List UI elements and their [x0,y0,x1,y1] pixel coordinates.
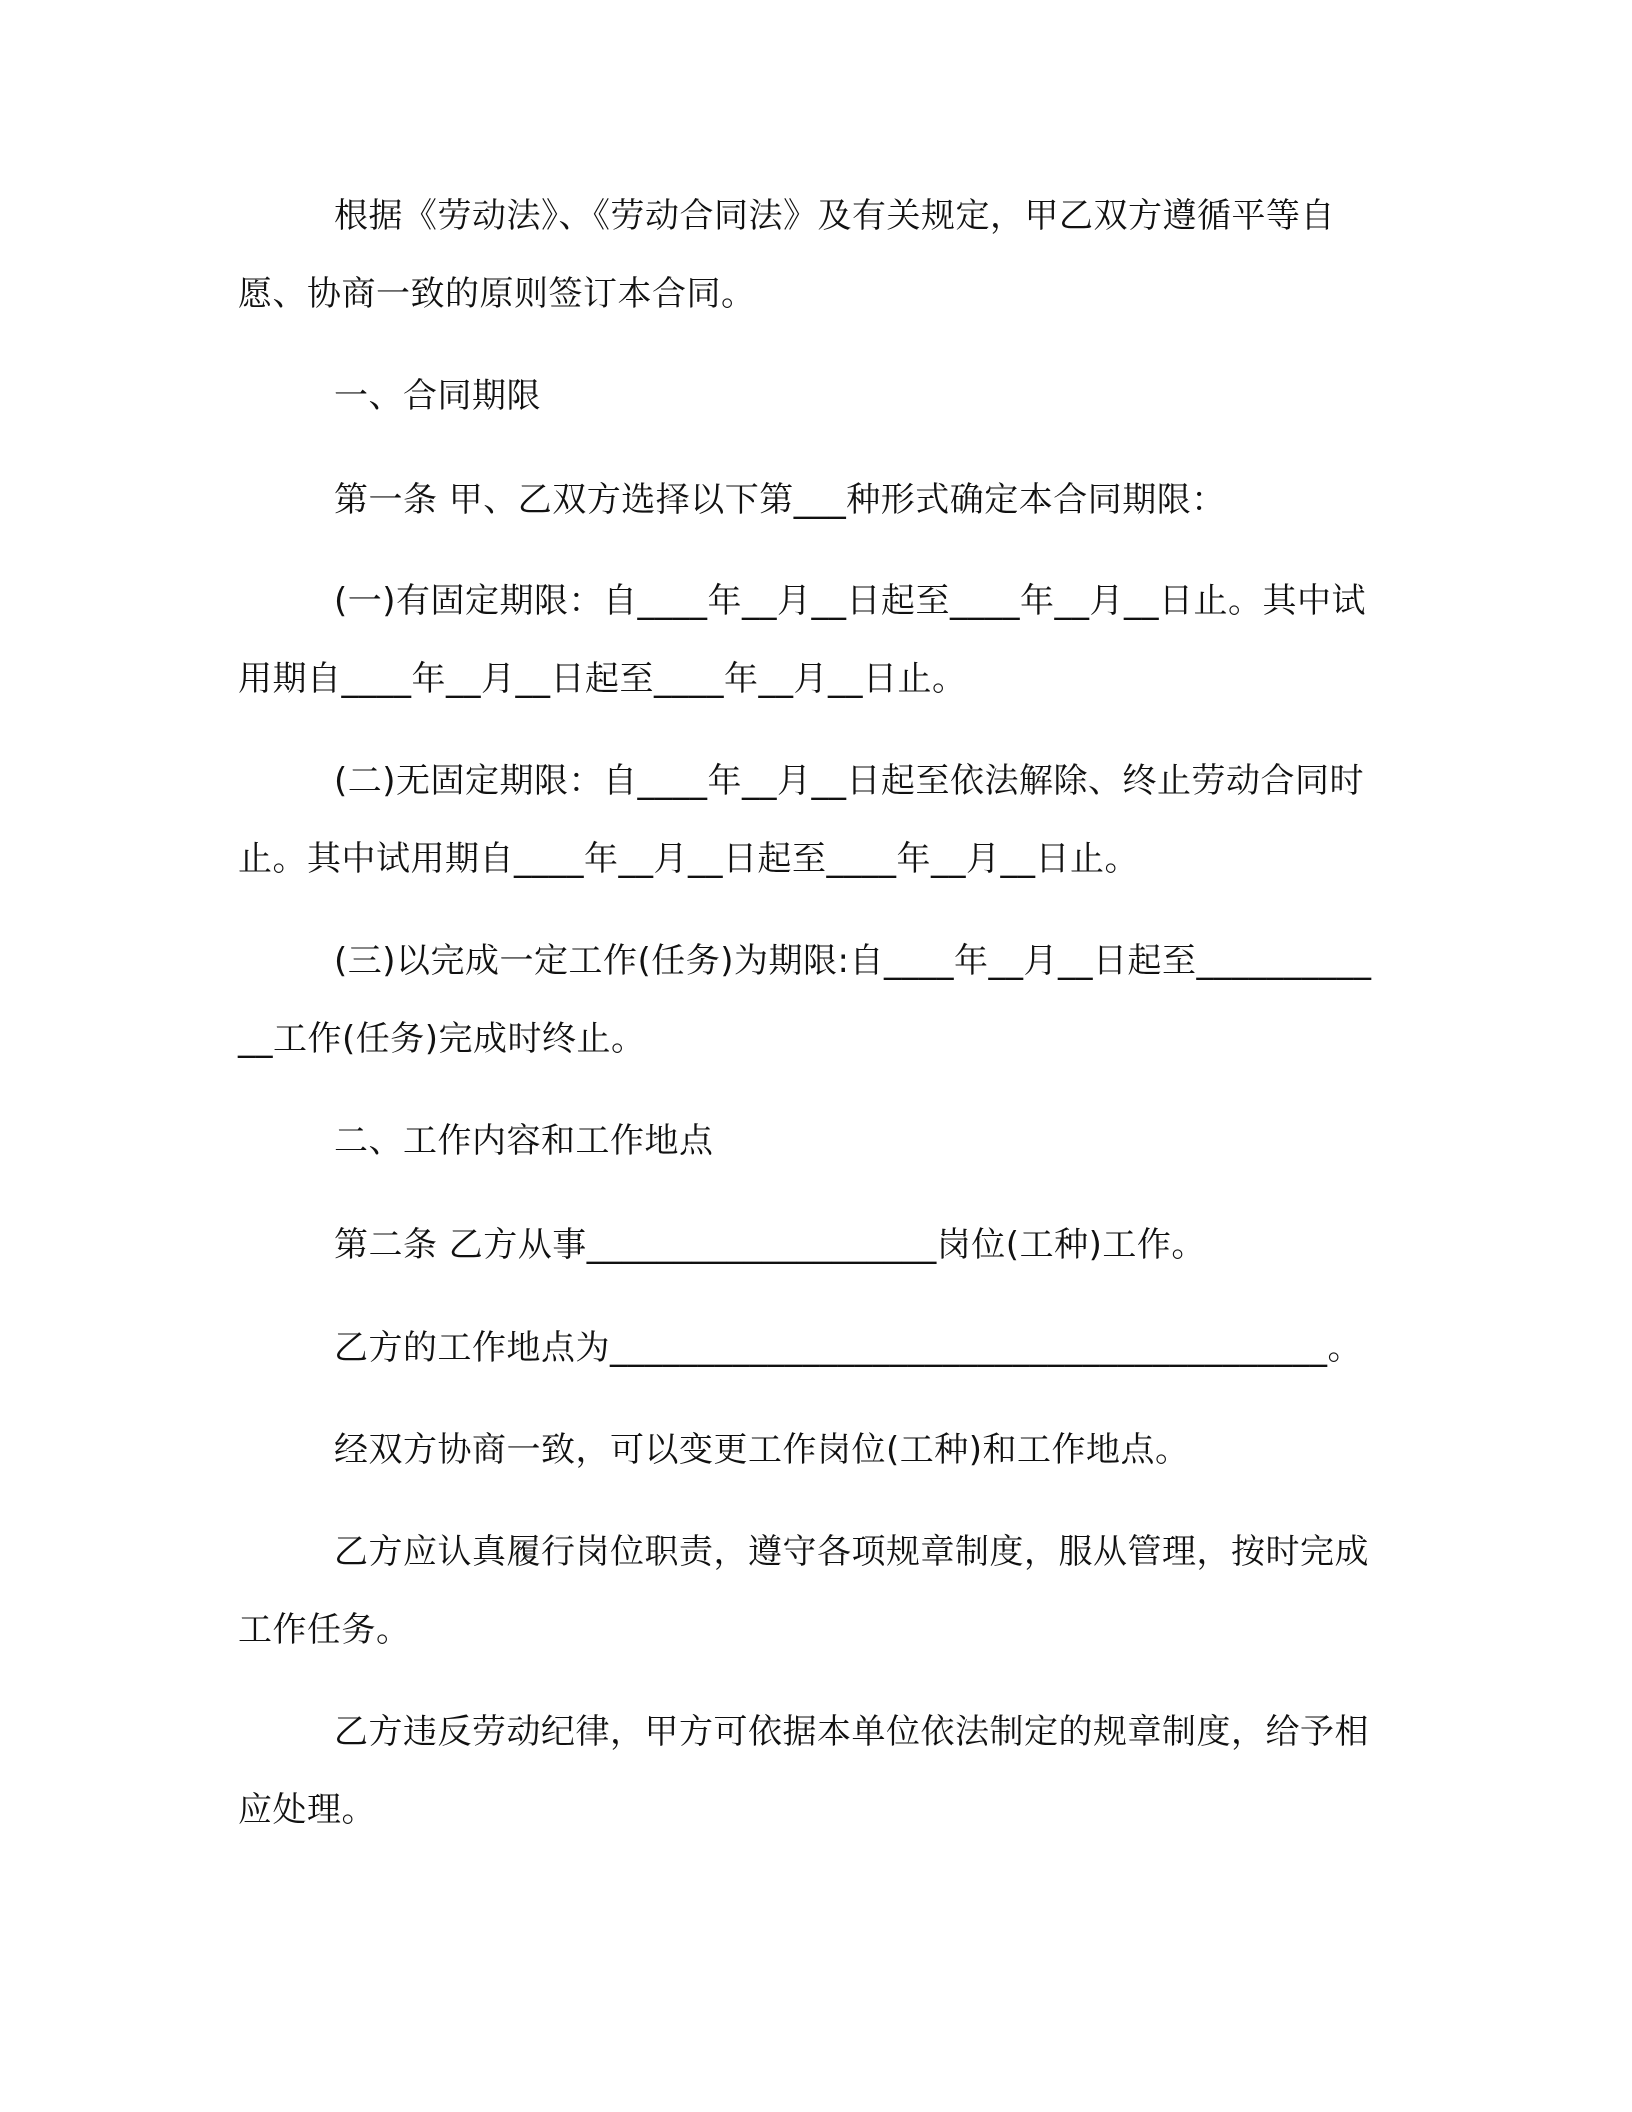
article-one: 第一条 甲、乙双方选择以下第___种形式确定本合同期限： [334,480,1226,520]
clause-task-term: (三)以完成一定工作(任务)为期限:自____年__月__日起至____________工作(任务)完成时终止。 [238,941,1372,1059]
change-agreement-paragraph: 经双方协商一致，可以变更工作岗位(工种)和工作地点。 [334,1430,1190,1470]
section-heading-contract-term: 一、合同期限 [334,376,541,416]
clause-fixed-term: (一)有固定期限：自____年__月__日起至____年__月__日止。其中试用期自____年__月__日起至____年__月__日止。 [238,581,1367,699]
clause-open-term: (二)无固定期限：自____年__月__日起至依法解除、终止劳动合同时止。其中试用期自____年__月__日起至____年__月__日止。 [238,761,1365,879]
intro-paragraph: 根据《劳动法》、《劳动合同法》及有关规定，甲乙双方遵循平等自愿、协商一致的原则签订本合同。 [238,196,1335,314]
duties-paragraph: 乙方应认真履行岗位职责，遵守各项规章制度，服从管理，按时完成工作任务。 [238,1532,1369,1650]
discipline-paragraph: 乙方违反劳动纪律，甲方可依据本单位依法制定的规章制度，给予相应处理。 [238,1712,1369,1830]
article-two: 第二条 乙方从事____________________岗位(工种)工作。 [334,1225,1206,1265]
section-heading-work-content: 二、工作内容和工作地点 [334,1121,714,1161]
work-location-paragraph: 乙方的工作地点为_________________________________________。 [334,1328,1362,1368]
